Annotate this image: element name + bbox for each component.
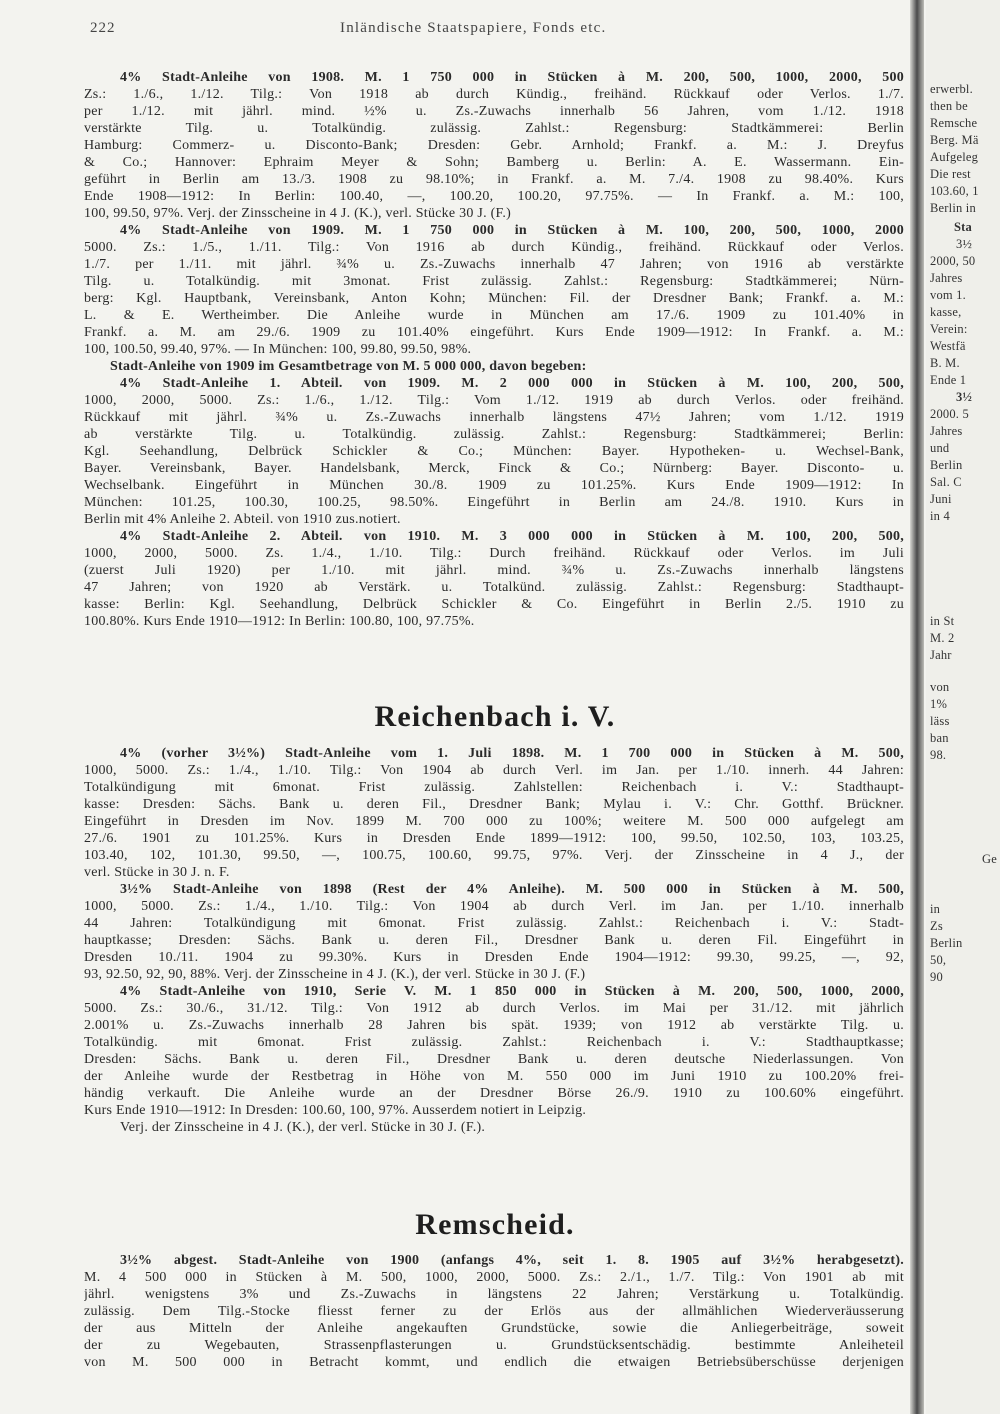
text-line: 100, 100.50, 99.40, 97%. — In München: 100, 99.80, 99.50, 98%. <box>84 342 472 357</box>
neighbor-line: Berlin in <box>930 201 976 215</box>
text-line: 1000, 5000. Zs.: 1./4., 1./10. Tilg.: Von 1904 ab durch Verl. im Jan. per 1./10. innerhalb <box>84 899 904 914</box>
neighbor-line: Jahres <box>930 424 963 438</box>
text-line: L. & E. Wertheimber. Die Anleihe wurde in München am 17./6. 1909 zu 101.40% in <box>84 308 904 323</box>
text-line: M. 4 500 000 in Stücken à M. 500, 1000, 2000, 5000. Zs.: 2./1., 1./7. Tilg.: Von 1901 ab mit <box>84 1270 904 1285</box>
text-line: kasse: Dresden: Sächs. Bank u. deren Fil., Dresdner Bank; Mylau i. V.: Chr. Gotthf. Brückner. <box>84 797 904 812</box>
neighbor-line: ban <box>930 731 949 745</box>
text-line: Eingeführt in Dresden im Nov. 1899 M. 700 000 zu 100%; weitere M. 500 000 aufgelegt am <box>84 814 904 829</box>
text-line: 103.40, 102, 101.30, 99.50, —, 100.75, 100.60, 99.75, 97%. Verj. der Zinsscheine in 4 J., der <box>84 848 904 863</box>
text-line: 27./6. 1901 zu 101.25%. Kurs in Dresden Ende 1899—1912: 100, 99.50, 102.50, 103, 103.25, <box>84 831 904 846</box>
neighbor-line: 50, <box>930 953 947 967</box>
text-line: geführt in Berlin am 13./3. 1908 zu 98.10%; in Frankf. a. M. 7./4. 1908 zu 98.40%. Kurs <box>84 172 904 187</box>
text-line: der aus Mitteln der Anleihe angekauften Grundstücke, sowie die Anliegerbeiträge, soweit <box>84 1321 904 1336</box>
section-heading-remscheid: Remscheid. <box>415 1208 575 1241</box>
text-line: & Co.; Hannover: Ephraim Meyer & Sohn; Bamberg u. Berlin: A. E. Wassermann. Ein- <box>84 155 904 170</box>
book-gutter-shadow <box>910 0 924 1414</box>
neighbor-line: Jahres <box>930 271 963 285</box>
neighbor-line: Zs <box>930 919 943 933</box>
neighbor-line: then be <box>930 99 968 113</box>
text-line: verl. Stücke in 30 J. n. F. <box>84 865 230 880</box>
text-line: 4% Stadt-Anleihe von 1910, Serie V. M. 1 850 000 in Stücken à M. 200, 500, 1000, 2000, <box>120 984 904 999</box>
text-line: Dresden: Sächs. Bank u. deren Fil., Dresdner Bank u. deren deutsche Niederlassungen. Von <box>84 1052 904 1067</box>
text-line: 1000, 2000, 5000. Zs. 1./4., 1./10. Tilg.: Durch freihänd. Rückkauf oder Verlos. im Juli <box>84 546 904 561</box>
text-line: 4% (vorher 3½%) Stadt-Anleihe vom 1. Juli 1898. M. 1 700 000 in Stücken à M. 500, <box>120 746 904 761</box>
text-line: Stadt-Anleihe von 1909 im Gesamtbetrage von M. 5 000 000, davon begeben: <box>110 359 587 374</box>
text-line: 4% Stadt-Anleihe von 1908. M. 1 750 000 in Stücken à M. 200, 500, 1000, 2000, 500 <box>120 70 904 85</box>
text-line: 2.001% u. Zs.-Zuwachs innerhalb 28 Jahren bis spät. 1939; von 1912 ab verstärkte Tilg. u. <box>84 1018 904 1033</box>
text-line: verstärkte Tilg. u. Totalkündig. zulässig. Zahlst.: Regensburg: Stadtkämmerei: Berlin <box>84 121 904 136</box>
text-line: 5000. Zs.: 1./5., 1./11. Tilg.: Von 1916 ab durch Kündig., freihänd. Rückkauf oder Verlos. <box>84 240 904 255</box>
text-line: Tilg. u. Totalkündig. mit 3monat. Frist zulässig. Zahlst.: Regensburg: Stadtkämmerei; Nürn- <box>84 274 904 289</box>
text-line: Totalkündig. mit 6monat. Frist zulässig. Zahlst.: Reichenbach i. V.: Stadthauptkasse; <box>84 1035 904 1050</box>
neighbor-line: 98. <box>930 748 947 762</box>
neighbor-line: 1% <box>930 697 948 711</box>
neighbor-line: erwerbl. <box>930 82 973 96</box>
neighbor-line: läss <box>930 714 950 728</box>
text-line: 100.80%. Kurs Ende 1910—1912: In Berlin: 100.80, 100, 97.75%. <box>84 614 475 629</box>
text-line: 100, 99.50, 97%. Verj. der Zinsscheine in 4 J. (K.), verl. Stücke 30 J. (F.) <box>84 206 512 221</box>
neighbor-line: von <box>930 680 950 694</box>
neighbor-line: B. M. <box>930 356 960 370</box>
text-line: Rückkauf mit jährl. ¾% u. Zs.-Zuwachs innerhalb längstens 47½ Jahren; vom 1./12. 1919 <box>84 410 904 425</box>
neighbor-line: Ge <box>982 852 997 866</box>
text-line: Verj. der Zinsscheine in 4 J. (K.), der verl. Stücke in 30 J. (F.). <box>120 1120 486 1135</box>
neighbor-line: M. 2 <box>930 631 955 645</box>
neighbor-line: vom 1. <box>930 288 966 302</box>
neighbor-line: in <box>930 902 941 916</box>
neighbor-line: 3½ <box>956 390 973 404</box>
neighbor-line: 103.60, 1 <box>930 184 979 198</box>
running-title: Inländische Staatspapiere, Fonds etc. <box>340 20 607 36</box>
text-line: Hamburg: Commerz- u. Disconto-Bank; Dresden: Gebr. Arnhold; Frankf. a. M.: J. Dreyfus <box>84 138 904 153</box>
neighbor-line: 2000, 50 <box>930 254 976 268</box>
page-number: 222 <box>90 20 116 36</box>
text-line: ab verstärkte Tilg. u. Totalkündig. zulässig. Zahlst.: Regensburg: Stadtkämmerei; Berlin: <box>84 427 904 442</box>
neighbor-line: Die rest <box>930 167 971 181</box>
text-line: 44 Jahren: Totalkündigung mit 6monat. Frist zulässig. Zahlst.: Reichenbach i. V.: Stadt- <box>84 916 904 931</box>
neighbor-line: Juni <box>930 492 952 506</box>
neighbor-line: Sal. C <box>930 475 962 489</box>
text-line: Dresden 10./11. 1904 zu 99.30%. Kurs in Dresden Ende 1904—1912: 99.30, 99.25, —, 92, <box>84 950 904 965</box>
text-line: Berlin mit 4% Anleihe 2. Abteil. von 1910 zus.notiert. <box>84 512 401 527</box>
text-line: jährl. wenigstens 3% und Zs.-Zuwachs in längstens 22 Jahren; Verstärkung u. Totalkündig. <box>84 1287 904 1302</box>
text-line: händig verkauft. Die Anleihe wurde an der Dresdner Börse 26./9. 1910 zu 100.60% eingeführt. <box>84 1086 904 1101</box>
text-line: hauptkasse; Dresden: Sächs. Bank u. deren Fil., Dresdner Bank u. deren Fil. Eingeführt in <box>84 933 904 948</box>
text-line: der Anleihe wurde der Restbetrag in Höhe von M. 550 000 im Juni 1910 zu 100.20% frei- <box>84 1069 904 1084</box>
text-line: 4% Stadt-Anleihe 2. Abteil. von 1910. M. 3 000 000 in Stücken à M. 100, 200, 500, <box>120 529 904 544</box>
neighbor-line: in 4 <box>930 509 950 523</box>
text-line: 3½% abgest. Stadt-Anleihe von 1900 (anfangs 4%, seit 1. 8. 1905 auf 3½% herabgesetzt). <box>120 1253 904 1268</box>
neighbor-line: 3½ <box>956 237 973 251</box>
text-line: Ende 1908—1912: In Berlin: 100.40, —, 100.20, 100.20, 97.75%. — In Frankf. a. M.: 100, <box>84 189 904 204</box>
text-line: München: 101.25, 100.30, 100.25, 98.50%. Eingeführt in Berlin am 24./8. 1910. Kurs in <box>84 495 904 510</box>
text-line: von M. 500 000 in Betracht kommt, und endlich die etwaigen Betriebsüberschüsse derjenigen <box>84 1355 904 1370</box>
text-line: 3½% Stadt-Anleihe von 1898 (Rest der 4% Anleihe). M. 500 000 in Stücken à M. 500, <box>120 882 904 897</box>
neighbor-line: Berg. Mä <box>930 133 979 147</box>
neighbor-line: Sta <box>954 220 972 234</box>
neighbor-line: Berlin <box>930 936 963 950</box>
text-line: Kgl. Seehandlung, Delbrück Schickler & Co.; München: Bayer. Hypotheken- u. Wechsel-Bank, <box>84 444 904 459</box>
text-line: 1000, 2000, 5000. Zs.: 1./6., 1./12. Tilg.: Vom 1./12. 1919 ab durch Verlos. oder freihänd. <box>84 393 904 408</box>
text-line: per 1./12. mit jährl. mind. ½% u. Zs.-Zuwachs innerhalb 56 Jahren, vom 1./12. 1918 <box>84 104 904 119</box>
text-line: Wechselbank. Eingeführt in München 30./8. 1909 zu 101.25%. Kurs Ende 1909—1912: In <box>84 478 904 493</box>
text-line: zulässig. Dem Tilg.-Stocke fliesst ferner zu der Erlös aus der allmählichen Wiederveräusserung <box>84 1304 904 1319</box>
neighbor-line: 90 <box>930 970 943 984</box>
text-line: der zu Wegebauten, Strassenpflasterungen u. Grundstücksentschädig. bestimmte Anleiheteil <box>84 1338 904 1353</box>
text-line: (zuerst Juli 1920) per 1./10. mit jährl. mind. ¾% u. Zs.-Zuwachs innerhalb längstens <box>84 563 904 578</box>
neighbor-line: Ende 1 <box>930 373 967 387</box>
adjacent-page-fragment <box>926 0 1000 1414</box>
neighbor-line: kasse, <box>930 305 962 319</box>
text-line: Zs.: 1./6., 1./12. Tilg.: Von 1918 ab durch Kündig., freihänd. Rückkauf oder Verlos. 1./7. <box>84 87 904 102</box>
neighbor-line: Aufgeleg <box>930 150 979 164</box>
text-line: 4% Stadt-Anleihe von 1909. M. 1 750 000 in Stücken à M. 100, 200, 500, 1000, 2000 <box>120 223 904 238</box>
neighbor-line: Westfä <box>930 339 966 353</box>
neighbor-line: Verein: <box>930 322 968 336</box>
neighbor-line: 2000. 5 <box>930 407 969 421</box>
neighbor-line: Remsche <box>930 116 978 130</box>
text-line: 5000. Zs.: 30./6., 31./12. Tilg.: Von 1912 ab durch Verlos. im Mai per 31./12. mit jährlich <box>84 1001 904 1016</box>
text-line: berg: Kgl. Hauptbank, Vereinsbank, Anton Kohn; München: Fil. der Dresdner Bank; Frankf. a. M.: <box>84 291 904 306</box>
text-line: Totalkündigung mit 6monat. Frist zulässig. Zahlstellen: Reichenbach i. V.: Stadthaupt- <box>84 780 904 795</box>
text-line: Frankf. a. M. am 29./6. 1909 zu 101.40% eingeführt. Kurs Ende 1909—1912: In Frankf. a. M.: <box>84 325 904 340</box>
neighbor-line: Berlin <box>930 458 963 472</box>
section-heading-reichenbach: Reichenbach i. V. <box>374 700 616 733</box>
text-line: 1./7. per 1./11. mit jährl. ¾% u. Zs.-Zuwachs innerhalb 47 Jahren; von 1916 ab verstärkte <box>84 257 904 272</box>
neighbor-line: in St <box>930 614 955 628</box>
text-line: 4% Stadt-Anleihe 1. Abteil. von 1909. M. 2 000 000 in Stücken à M. 100, 200, 500, <box>120 376 904 391</box>
neighbor-line: und <box>930 441 950 455</box>
text-line: 93, 92.50, 92, 90, 88%. Verj. der Zinsscheine in 4 J. (K.), der verl. Stücke in 30 J. (F.) <box>84 967 586 982</box>
text-line: Bayer. Vereinsbank, Bayer. Handelsbank, Merck, Finck & Co.; Nürnberg: Bayer. Disconto- u. <box>84 461 904 476</box>
text-line: Kurs Ende 1910—1912: In Dresden: 100.60, 100, 97%. Ausserdem notiert in Leipzig. <box>84 1103 587 1118</box>
text-line: 1000, 5000. Zs.: 1./4., 1./10. Tilg.: Von 1904 ab durch Verl. im Jan. per 1./10. innerh. 44 Jahren: <box>84 763 904 778</box>
text-line: 47 Jahren; von 1920 ab Verstärk. u. Totalkünd. zulässig. Zahlst.: Regensburg: Stadthaupt- <box>84 580 904 595</box>
neighbor-line: Jahr <box>930 648 952 662</box>
text-line: kasse: Berlin: Kgl. Seehandlung, Delbrück Schickler & Co. Eingeführt in Berlin 2./5. 1910 zu <box>84 597 904 612</box>
